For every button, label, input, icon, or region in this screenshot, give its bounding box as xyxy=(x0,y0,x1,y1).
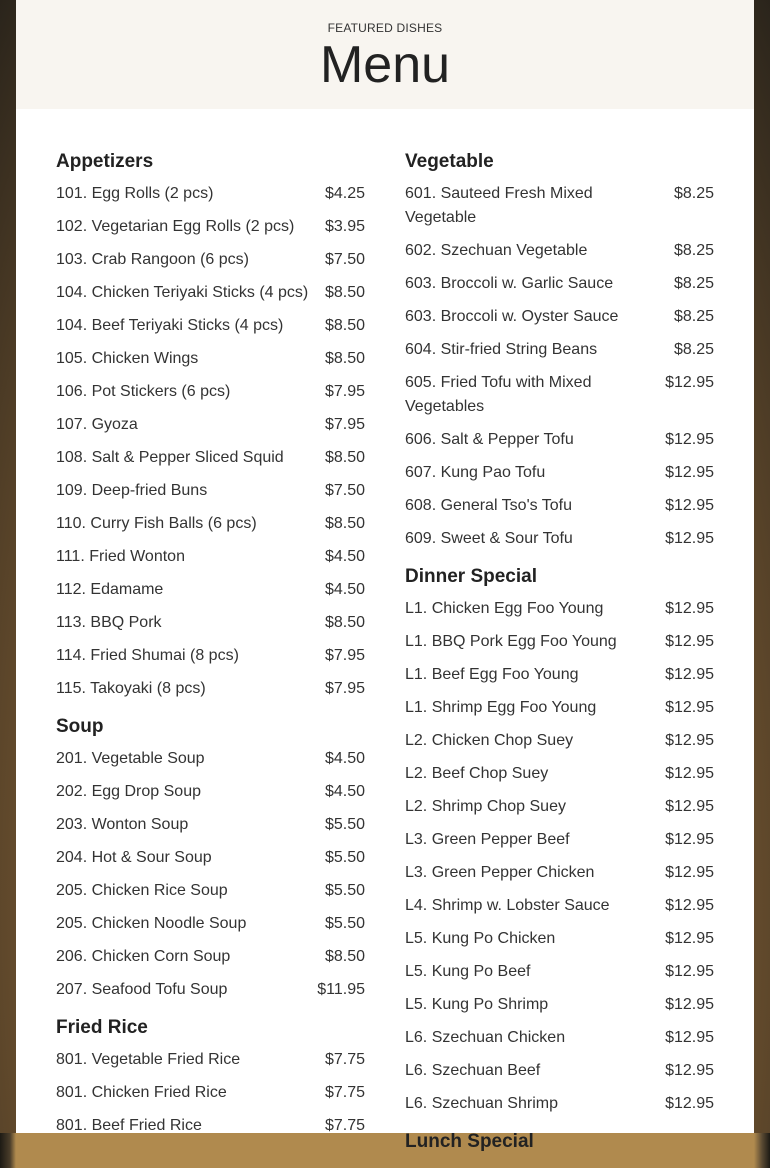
menu-section-fried-rice xyxy=(56,1016,365,1138)
menu-item xyxy=(56,281,365,305)
menu-item-price: $8.50 xyxy=(324,614,365,631)
menu-item-name: 801. Beef Fried Rice xyxy=(56,1117,202,1134)
menu-item-price: $8.50 xyxy=(324,350,365,367)
menu-item xyxy=(56,380,365,404)
menu-item-name: L1. Shrimp Egg Foo Young xyxy=(405,699,597,716)
menu-item xyxy=(56,182,365,206)
menu-item-price: $12.95 xyxy=(665,996,714,1013)
section-title: Vegetable xyxy=(405,151,494,172)
menu-item-price: $12.95 xyxy=(665,930,714,947)
menu-item xyxy=(56,347,365,371)
menu-item-name: 108. Salt & Pepper Sliced Squid xyxy=(56,449,284,466)
menu-item xyxy=(405,428,714,452)
menu-item-price: $8.50 xyxy=(324,284,365,301)
menu-card xyxy=(16,0,754,1152)
menu-item-name: 101. Egg Rolls (2 pcs) xyxy=(56,185,214,202)
menu-item xyxy=(405,729,714,753)
menu-item-price: $12.95 xyxy=(665,1029,714,1046)
menu-item-price: $8.25 xyxy=(673,308,714,325)
menu-item-name: 202. Egg Drop Soup xyxy=(56,783,201,800)
menu-item-name: 106. Pot Stickers (6 pcs) xyxy=(56,383,231,400)
menu-item-name: 110. Curry Fish Balls (6 pcs) xyxy=(56,515,257,532)
menu-item-name: L2. Shrimp Chop Suey xyxy=(405,798,566,815)
menu-item-price: $12.95 xyxy=(665,633,714,650)
menu-item-name: L5. Kung Po Beef xyxy=(405,963,531,980)
menu-item xyxy=(405,461,714,485)
menu-item xyxy=(405,630,714,654)
section-title: Appetizers xyxy=(56,151,154,172)
menu-item-price: $12.95 xyxy=(665,864,714,881)
section-title: Soup xyxy=(56,716,104,737)
menu-item-price: $11.95 xyxy=(317,981,365,998)
menu-item xyxy=(405,305,714,329)
menu-item xyxy=(405,1092,714,1116)
menu-header xyxy=(16,0,754,109)
menu-item-price: $7.95 xyxy=(324,383,365,400)
menu-item-name: 608. General Tso's Tofu xyxy=(405,497,573,514)
menu-item-name: L5. Kung Po Shrimp xyxy=(405,996,549,1013)
menu-item-name: 801. Vegetable Fried Rice xyxy=(56,1051,241,1068)
menu-item-name: 207. Seafood Tofu Soup xyxy=(56,981,228,998)
menu-item-name: L1. Beef Egg Foo Young xyxy=(405,666,579,683)
menu-item-name: 603. Broccoli w. Garlic Sauce xyxy=(405,275,614,292)
menu-item-price: $7.75 xyxy=(324,1051,365,1068)
menu-item-price: $7.50 xyxy=(324,482,365,499)
menu-item xyxy=(56,1081,365,1105)
menu-item-price: $12.95 xyxy=(665,897,714,914)
menu-item xyxy=(405,960,714,984)
menu-item-price: $4.50 xyxy=(324,581,365,598)
menu-item-price: $12.95 xyxy=(665,530,714,547)
menu-item xyxy=(56,1114,365,1138)
menu-item-name: 109. Deep-fried Buns xyxy=(56,482,208,499)
menu-item-price: $5.50 xyxy=(324,849,365,866)
menu-item xyxy=(56,644,365,668)
menu-item-name: L6. Szechuan Chicken xyxy=(405,1029,566,1046)
menu-item-name: 201. Vegetable Soup xyxy=(56,750,205,767)
menu-item-price: $8.50 xyxy=(324,449,365,466)
menu-section-soup xyxy=(56,715,365,1002)
menu-item-price: $8.25 xyxy=(673,185,714,202)
menu-item xyxy=(56,1048,365,1072)
menu-item xyxy=(405,795,714,819)
menu-item xyxy=(405,597,714,621)
menu-item-price: $8.25 xyxy=(673,275,714,292)
menu-item xyxy=(56,446,365,470)
menu-item xyxy=(56,978,365,1002)
menu-item-name: L4. Shrimp w. Lobster Sauce xyxy=(405,897,610,914)
menu-section-vegetable xyxy=(405,150,714,551)
menu-item xyxy=(56,512,365,536)
menu-item xyxy=(56,912,365,936)
menu-item xyxy=(405,1059,714,1083)
menu-item xyxy=(405,861,714,885)
menu-item-name: 606. Salt & Pepper Tofu xyxy=(405,431,574,448)
menu-item xyxy=(56,846,365,870)
menu-item-name: L3. Green Pepper Beef xyxy=(405,831,570,848)
menu-item-price: $5.50 xyxy=(324,816,365,833)
menu-item-price: $7.75 xyxy=(324,1117,365,1134)
menu-item-name: 801. Chicken Fried Rice xyxy=(56,1084,227,1101)
menu-item-name: 102. Vegetarian Egg Rolls (2 pcs) xyxy=(56,218,295,235)
menu-item xyxy=(405,272,714,296)
menu-item-name: 107. Gyoza xyxy=(56,416,138,433)
menu-item-price: $12.95 xyxy=(665,374,714,391)
menu-item xyxy=(56,314,365,338)
menu-item-name: 603. Broccoli w. Oyster Sauce xyxy=(405,308,619,325)
menu-item-name: 204. Hot & Sour Soup xyxy=(56,849,212,866)
menu-item xyxy=(405,894,714,918)
menu-item-name: 104. Beef Teriyaki Sticks (4 pcs) xyxy=(56,317,284,334)
menu-section-appetizers xyxy=(56,150,365,701)
menu-item-name: 104. Chicken Teriyaki Sticks (4 pcs) xyxy=(56,284,309,301)
menu-item-name: 114. Fried Shumai (8 pcs) xyxy=(56,647,239,664)
menu-item-name: 105. Chicken Wings xyxy=(56,350,199,367)
menu-item-name: L6. Szechuan Beef xyxy=(405,1062,541,1079)
menu-item-price: $4.50 xyxy=(324,750,365,767)
menu-item-name: 103. Crab Rangoon (6 pcs) xyxy=(56,251,249,268)
menu-item xyxy=(405,182,714,230)
menu-item xyxy=(405,239,714,263)
menu-item-price: $12.95 xyxy=(665,600,714,617)
menu-item-price: $12.95 xyxy=(665,1095,714,1112)
menu-item-price: $12.95 xyxy=(665,963,714,980)
menu-item xyxy=(56,677,365,701)
menu-item-price: $8.50 xyxy=(324,317,365,334)
menu-item xyxy=(405,527,714,551)
menu-item-name: 601. Sauteed Fresh Mixed Vegetable xyxy=(405,185,593,226)
menu-column-left xyxy=(56,150,365,1168)
menu-item xyxy=(405,663,714,687)
menu-item xyxy=(405,762,714,786)
menu-item xyxy=(56,945,365,969)
menu-item-price: $12.95 xyxy=(665,732,714,749)
menu-item-name: L1. BBQ Pork Egg Foo Young xyxy=(405,633,617,650)
menu-item xyxy=(405,696,714,720)
menu-item-name: 115. Takoyaki (8 pcs) xyxy=(56,680,206,697)
menu-section-lunch-special xyxy=(405,1130,714,1154)
menu-item-name: 605. Fried Tofu with Mixed Vegetables xyxy=(405,374,592,415)
menu-item-price: $3.95 xyxy=(324,218,365,235)
menu-item-name: 604. Stir-fried String Beans xyxy=(405,341,598,358)
menu-item xyxy=(56,780,365,804)
menu-item-price: $4.25 xyxy=(324,185,365,202)
menu-item-name: L2. Beef Chop Suey xyxy=(405,765,549,782)
menu-item-name: 602. Szechuan Vegetable xyxy=(405,242,588,259)
menu-item-name: L3. Green Pepper Chicken xyxy=(405,864,595,881)
menu-item-name: 206. Chicken Corn Soup xyxy=(56,948,231,965)
menu-column-right xyxy=(405,150,714,1168)
menu-item-price: $12.95 xyxy=(665,699,714,716)
menu-item-name: 205. Chicken Noodle Soup xyxy=(56,915,247,932)
menu-item xyxy=(405,927,714,951)
menu-item xyxy=(56,879,365,903)
menu-item xyxy=(405,338,714,362)
menu-item-name: 112. Edamame xyxy=(56,581,164,598)
menu-item-name: L6. Szechuan Shrimp xyxy=(405,1095,558,1112)
menu-item xyxy=(56,248,365,272)
menu-item-name: 203. Wonton Soup xyxy=(56,816,189,833)
menu-item xyxy=(56,578,365,602)
menu-item-name: 609. Sweet & Sour Tofu xyxy=(405,530,573,547)
menu-item xyxy=(405,828,714,852)
menu-item-price: $7.95 xyxy=(324,416,365,433)
menu-item-name: 111. Fried Wonton xyxy=(56,548,185,565)
menu-item xyxy=(56,215,365,239)
menu-item xyxy=(56,413,365,437)
menu-section-dinner-special xyxy=(405,565,714,1116)
section-title: Fried Rice xyxy=(56,1017,148,1038)
menu-item-price: $12.95 xyxy=(665,497,714,514)
menu-item-price: $5.50 xyxy=(324,882,365,899)
menu-item xyxy=(56,747,365,771)
menu-item-price: $8.25 xyxy=(673,242,714,259)
menu-item xyxy=(405,371,714,419)
menu-item-price: $12.95 xyxy=(665,666,714,683)
menu-item-name: L1. Chicken Egg Foo Young xyxy=(405,600,604,617)
menu-item-price: $7.95 xyxy=(324,680,365,697)
menu-item-price: $12.95 xyxy=(665,831,714,848)
page-title: Menu xyxy=(319,36,451,94)
menu-item-price: $4.50 xyxy=(324,548,365,565)
menu-item-price: $8.50 xyxy=(324,515,365,532)
section-title: Dinner Special xyxy=(405,566,537,587)
menu-item xyxy=(405,1026,714,1050)
menu-item xyxy=(56,479,365,503)
menu-item xyxy=(56,813,365,837)
menu-item-price: $4.50 xyxy=(324,783,365,800)
menu-item xyxy=(56,611,365,635)
section-title: Lunch Special xyxy=(405,1131,534,1152)
menu-item xyxy=(405,993,714,1017)
menu-item-price: $12.95 xyxy=(665,464,714,481)
menu-item-price: $7.50 xyxy=(324,251,365,268)
featured-dishes-label: FEATURED DISHES xyxy=(327,21,443,35)
menu-item-price: $12.95 xyxy=(665,765,714,782)
menu-item-name: 113. BBQ Pork xyxy=(56,614,162,631)
menu-item-price: $12.95 xyxy=(665,798,714,815)
menu-item-price: $7.75 xyxy=(324,1084,365,1101)
menu-item-price: $5.50 xyxy=(324,915,365,932)
menu-columns xyxy=(56,150,714,1168)
menu-item-name: L5. Kung Po Chicken xyxy=(405,930,556,947)
menu-item-price: $8.50 xyxy=(324,948,365,965)
menu-item-price: $12.95 xyxy=(665,431,714,448)
menu-item xyxy=(56,545,365,569)
menu-item-price: $8.25 xyxy=(673,341,714,358)
menu-item xyxy=(405,494,714,518)
menu-item-price: $7.95 xyxy=(324,647,365,664)
menu-item-name: 205. Chicken Rice Soup xyxy=(56,882,228,899)
menu-item-price: $12.95 xyxy=(665,1062,714,1079)
menu-item-name: 607. Kung Pao Tofu xyxy=(405,464,546,481)
menu-item-name: L2. Chicken Chop Suey xyxy=(405,732,574,749)
